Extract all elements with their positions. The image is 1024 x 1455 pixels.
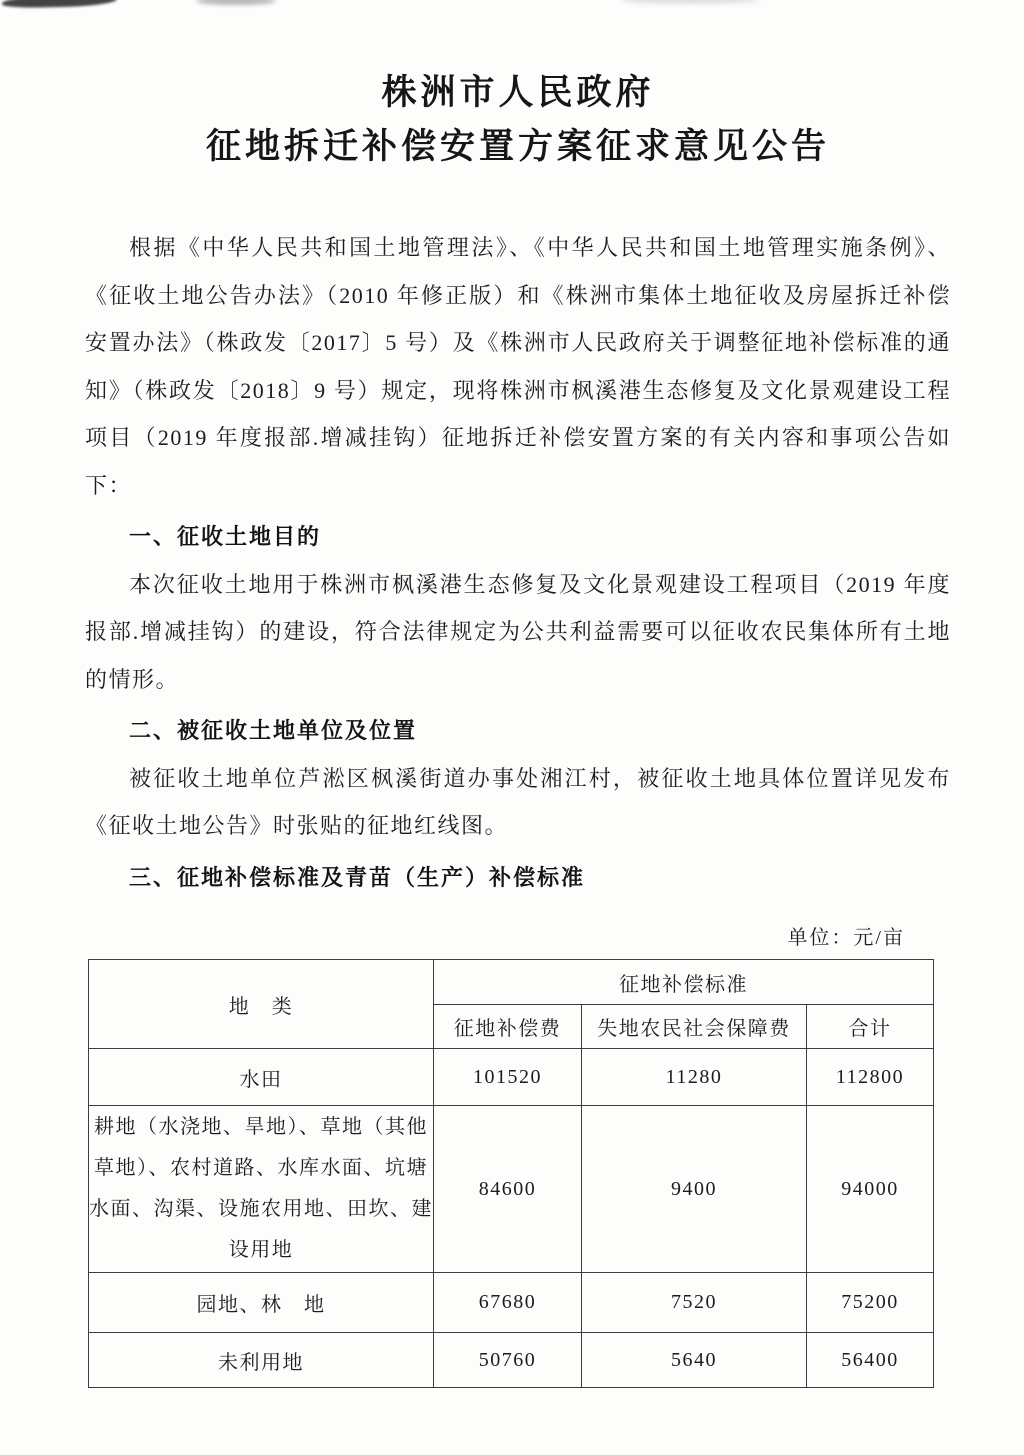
header-land-type: 地 类 [89,960,434,1049]
table-row [89,1049,934,1106]
page-title [85,66,951,174]
scan-artifact [196,0,276,5]
header-total: 合计 [807,1005,934,1049]
table-header-row-1 [89,960,934,1005]
cell-social: 7520 [582,1273,807,1333]
section-1-body: 本次征收土地用于株洲市枫溪港生态修复及文化景观建设工程项目（2019 年度报部.增减挂钩）的建设，符合法律规定为公共利益需要可以征收农民集体所有土地的情形。 [85,571,951,692]
cell-total: 75200 [807,1273,934,1333]
document-body [85,66,951,1388]
table-row [89,1106,934,1273]
cell-land-type: 未利用地 [89,1333,434,1388]
page-title-line2: 征地拆迁补偿安置方案征求意见公告 [205,127,830,166]
section-1-heading: 一、征收土地目的 [129,524,322,549]
cell-total: 56400 [807,1333,934,1388]
cell-social: 9400 [582,1106,807,1273]
intro-paragraph: 根据《中华人民共和国土地管理法》、《中华人民共和国土地管理实施条例》、《征收土地公告办法》（2010 年修正版）和《株洲市集体土地征收及房屋拆迁补偿安置办法》（株政发〔2017〕5 号）及《株洲市人民政府关于调整征地补偿标准的通知》（株政发〔2018〕9 号）规定，现将株洲市枫溪港生态修复及文化景观建设工程项目（2019 年度报部.增减挂钩）征地拆迁补偿安置方案的有关内容和事项公告如下： [85,235,951,498]
compensation-table [88,959,934,1388]
cell-total: 94000 [807,1106,934,1273]
table-row [89,1273,934,1333]
table-row [89,1333,934,1388]
section-2-heading: 二、被征收土地单位及位置 [129,718,418,743]
scan-artifact [2,0,117,8]
cell-land-type: 水田 [89,1049,434,1106]
cell-total: 112800 [807,1049,934,1106]
header-fee: 征地补偿费 [434,1005,582,1049]
table-unit-label: 单位：元/亩 [787,927,905,949]
cell-fee: 101520 [434,1049,582,1106]
cell-land-type: 耕地（水浇地、旱地）、草地（其他草地）、农村道路、水库水面、坑塘水面、沟渠、设施农用地、田坎、建设用地 [89,1106,434,1273]
cell-fee: 67680 [434,1273,582,1333]
cell-social: 5640 [582,1333,807,1388]
cell-land-type: 园地、林 地 [89,1273,434,1333]
scan-artifact [620,0,760,3]
section-3-heading: 三、征地补偿标准及青苗（生产）补偿标准 [129,864,586,890]
header-standard-group: 征地补偿标准 [434,960,934,1005]
section-2-body: 被征收土地单位芦淞区枫溪街道办事处湘江村，被征收土地具体位置详见发布《征收土地公告》时张贴的征地红线图。 [85,765,951,838]
page-title-line1: 株洲市人民政府 [381,73,655,112]
header-social: 失地农民社会保障费 [582,1005,807,1049]
cell-social: 11280 [582,1049,807,1106]
cell-fee: 84600 [434,1106,582,1273]
cell-fee: 50760 [434,1333,582,1388]
